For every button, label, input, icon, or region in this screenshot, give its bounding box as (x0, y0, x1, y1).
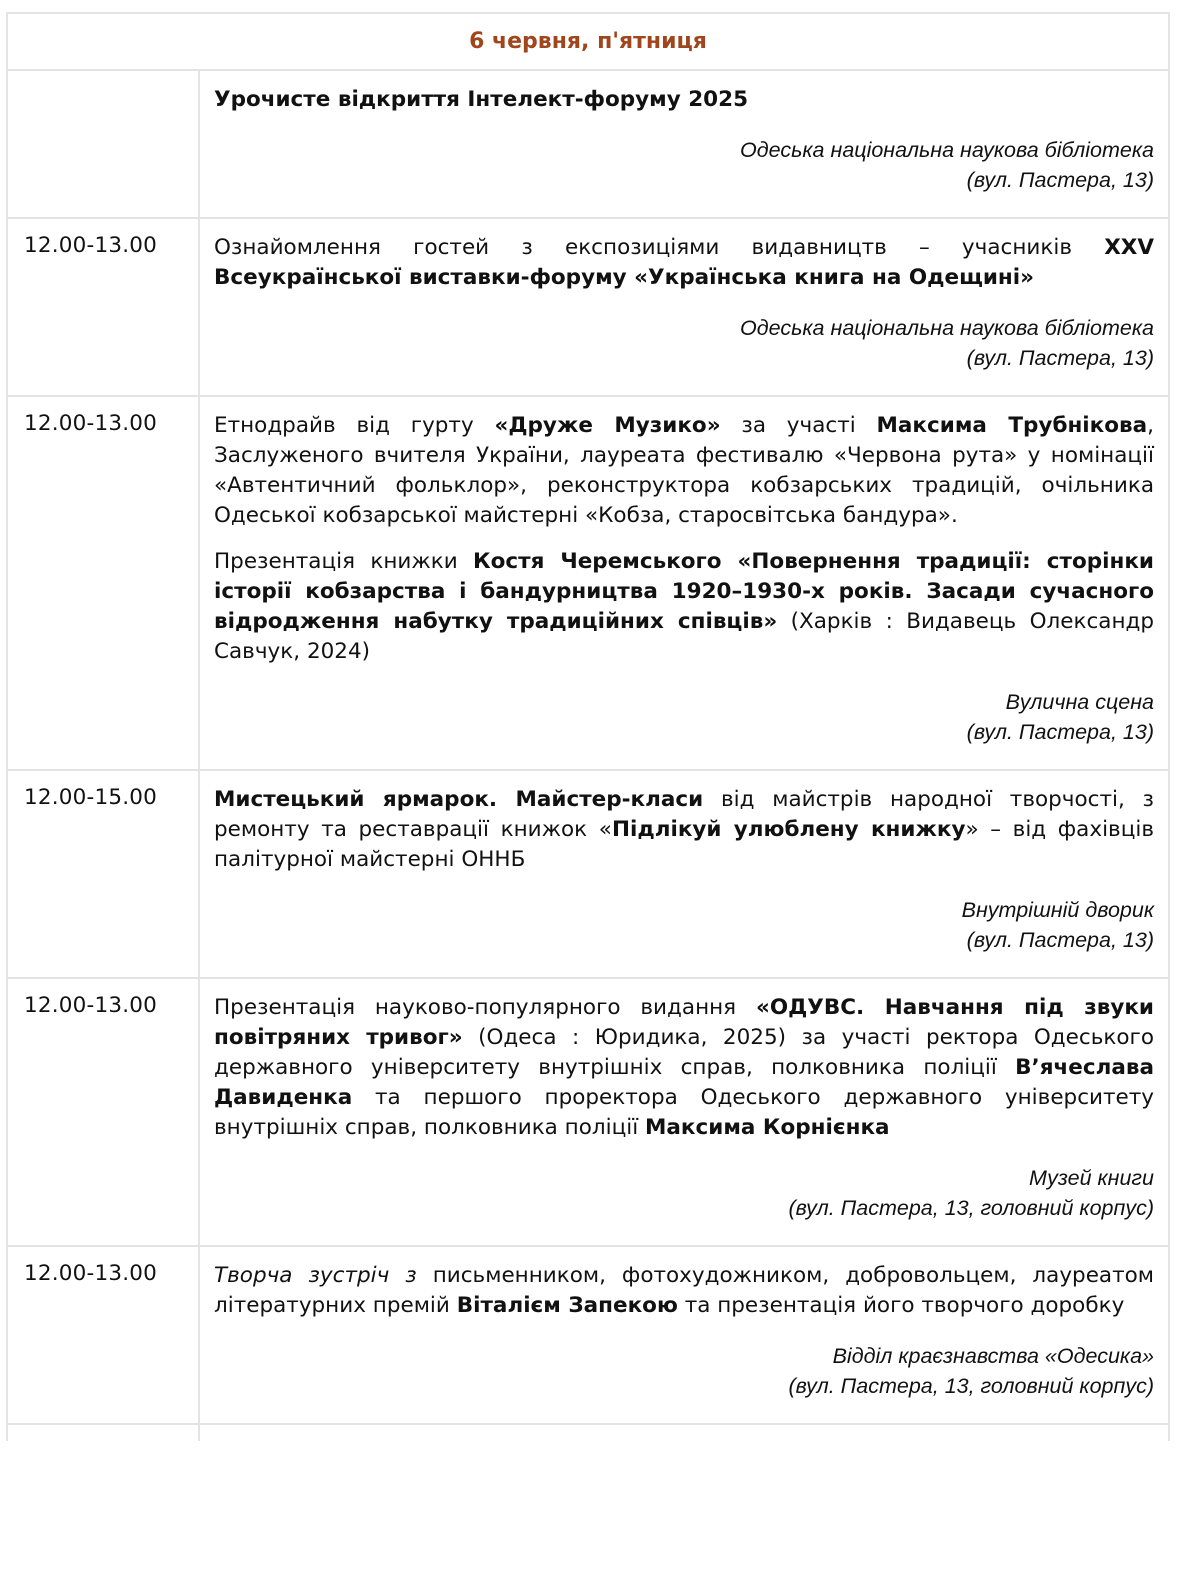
highlighted-text: Мистецький ярмарок. Майстер-класи (214, 787, 704, 812)
description-text: » – від фахівців палітурної майстерні ОННБ (214, 817, 1155, 872)
italic-text: Творча зустріч з (214, 1263, 417, 1288)
event-description (214, 85, 1154, 115)
description-text: Етнодрайв від гурту (214, 413, 495, 438)
venue-name: Одеська національна наукова бібліотека (740, 138, 1154, 162)
description-text: Презентація науково-популярного видання (214, 995, 756, 1020)
highlighted-text: «Друже Музико» (494, 413, 721, 438)
event-venue (214, 895, 1154, 955)
venue-name: Одеська національна наукова бібліотека (740, 316, 1154, 340)
event-time: 12.00-13.00 (7, 396, 199, 770)
event-row (7, 978, 1169, 1246)
description-text: (Харків : Видавець Олександр Савчук, 2024) (214, 609, 1155, 664)
event-time: 12.00-15.00 (7, 770, 199, 978)
venue-name: Відділ краєзнавства «Одесика» (832, 1344, 1154, 1368)
description-text: , Заслуженого вчителя України, лауреата фестивалю «Червона рута» у номінації «Автентичний фольклор», реконструктора кобзарських традицій, очільника Одеської кобзарської майстерні «Кобза, старосвітська бандура». (214, 413, 1154, 528)
event-time (7, 70, 199, 218)
venue-address: (вул. Пастера, 13, головний корпус) (788, 1374, 1154, 1398)
next-event-row (7, 1424, 1169, 1441)
event-description (214, 993, 1154, 1143)
day-header-row (7, 13, 1169, 70)
highlighted-text: Підлікуй улюблену книжку (611, 817, 966, 842)
event-description (214, 547, 1154, 667)
highlighted-text: XXV Всеукраїнської виставки-форуму «Українська книга на Одещині» (214, 235, 1154, 290)
event-row (7, 218, 1169, 396)
event-description (214, 233, 1154, 293)
highlighted-text: Максима Трубнікова (876, 413, 1148, 438)
venue-name: Вулична сцена (1005, 690, 1154, 714)
description-text: Презентація книжки (214, 549, 474, 574)
schedule-body (7, 13, 1169, 1441)
venue-address: (вул. Пастера, 13) (966, 346, 1154, 370)
highlighted-text: Костя Черемського «Повернення традиції: сторінки історії кобзарства і бандурництва 1920–1930-х років. Засади сучасного відродження набутку традиційних співців» (214, 549, 1154, 634)
event-description (214, 1261, 1154, 1321)
event-details (199, 396, 1169, 770)
event-details (199, 70, 1169, 218)
day-header: 6 червня, п'ятниця (7, 13, 1169, 70)
event-venue (214, 313, 1154, 373)
description-text: та презентація його творчого доробку (677, 1293, 1125, 1318)
next-event-details (199, 1424, 1169, 1441)
venue-address: (вул. Пастера, 13) (966, 168, 1154, 192)
highlighted-text: Максима Корнієнка (645, 1115, 890, 1140)
event-details (199, 978, 1169, 1246)
event-venue (214, 1163, 1154, 1223)
highlighted-text: В’ячеслава Давиденка (214, 1055, 1154, 1110)
venue-address: (вул. Пастера, 13) (966, 720, 1154, 744)
event-description (214, 785, 1154, 875)
highlighted-text: «ОДУВС. Навчання під звуки повітряних тривог» (214, 995, 1154, 1050)
venue-name: Внутрішній дворик (961, 898, 1154, 922)
description-text: Ознайомлення гостей з експозиціями видавництв – учасників (214, 235, 1105, 260)
highlighted-text: Урочисте відкриття Інтелект-форуму 2025 (214, 87, 749, 112)
event-venue (214, 1341, 1154, 1401)
venue-address: (вул. Пастера, 13, головний корпус) (788, 1196, 1154, 1220)
event-time: 12.00-13.00 (7, 1246, 199, 1424)
event-time: 12.00-13.00 (7, 978, 199, 1246)
schedule-table (6, 12, 1170, 1441)
venue-address: (вул. Пастера, 13) (966, 928, 1154, 952)
event-details (199, 1246, 1169, 1424)
event-details (199, 218, 1169, 396)
event-details (199, 770, 1169, 978)
venue-name: Музей книги (1028, 1166, 1154, 1190)
description-text: (Одеса : Юридика, 2025) за участі ректора Одеського державного університету внутрішніх справ, полковника поліції (214, 1025, 1154, 1080)
event-row (7, 396, 1169, 770)
event-venue (214, 687, 1154, 747)
event-row (7, 770, 1169, 978)
description-text: та першого проректора Одеського державного університету внутрішніх справ, полковника поліції (214, 1085, 1154, 1140)
event-venue (214, 135, 1154, 195)
event-row (7, 1246, 1169, 1424)
highlighted-text: Віталієм Запекою (456, 1293, 678, 1318)
description-text: від майстрів народної творчості, з ремонту та реставрації книжок « (214, 787, 1154, 842)
next-event-time (7, 1424, 199, 1441)
description-text: за участі (720, 413, 877, 438)
event-description (214, 411, 1154, 531)
event-time: 12.00-13.00 (7, 218, 199, 396)
description-text: письменником, фотохудожником, добровольцем, лауреатом літературних премій (214, 1263, 1154, 1318)
event-row (7, 70, 1169, 218)
